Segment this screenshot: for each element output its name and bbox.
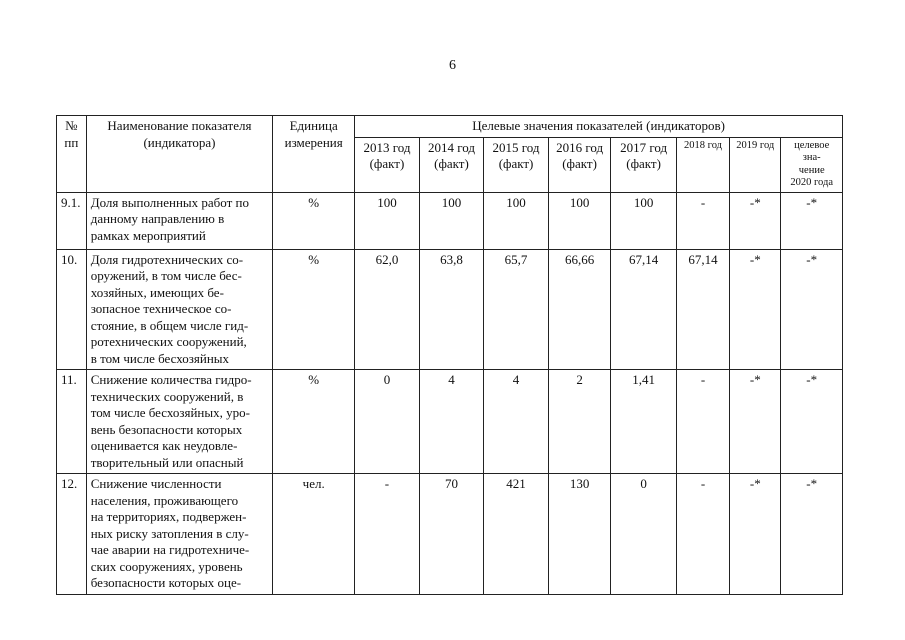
header-unit: Единица измерения	[273, 116, 355, 193]
value-cell: -*	[781, 192, 843, 249]
header-indicator-name: Наименование показателя (индикатора)	[86, 116, 273, 193]
unit-cell: %	[273, 192, 355, 249]
value-cell: 4	[419, 370, 484, 474]
value-cell: 4	[484, 370, 549, 474]
unit-cell: %	[273, 370, 355, 474]
table-row	[57, 249, 843, 370]
value-cell: 421	[484, 474, 549, 595]
value-cell: -*	[730, 192, 781, 249]
row-number: 12.	[57, 474, 87, 595]
value-cell: 67,14	[676, 249, 729, 370]
row-number: 9.1.	[57, 192, 87, 249]
value-cell: 2	[548, 370, 611, 474]
indicator-name: Доля выполненных работ по данному направлению в рамках мероприятий	[86, 192, 273, 249]
value-cell: 100	[355, 192, 420, 249]
indicator-name: Снижение численности населения, проживающего на территориях, подвержен- ных риску затопления в слу- чае аварии на гидротехниче- ских сооружениях, уровень безопасности которых оце-	[86, 474, 273, 595]
value-cell: -*	[730, 370, 781, 474]
value-cell: 130	[548, 474, 611, 595]
header-year-2016: 2016 год (факт)	[548, 137, 611, 192]
indicators-table	[56, 115, 843, 595]
value-cell: -	[676, 370, 729, 474]
value-cell: -*	[730, 474, 781, 595]
value-cell: -	[676, 474, 729, 595]
row-number: 10.	[57, 249, 87, 370]
value-cell: 100	[419, 192, 484, 249]
value-cell: -	[355, 474, 420, 595]
table-row	[57, 192, 843, 249]
header-target-2020: целевое зна- чение 2020 года	[781, 137, 843, 192]
value-cell: 63,8	[419, 249, 484, 370]
value-cell: 100	[611, 192, 677, 249]
header-year-2013: 2013 год (факт)	[355, 137, 420, 192]
value-cell: 1,41	[611, 370, 677, 474]
unit-cell: %	[273, 249, 355, 370]
value-cell: -	[676, 192, 729, 249]
value-cell: 66,66	[548, 249, 611, 370]
table-row	[57, 474, 843, 595]
value-cell: 0	[611, 474, 677, 595]
header-year-2015: 2015 год (факт)	[484, 137, 549, 192]
unit-cell: чел.	[273, 474, 355, 595]
header-num: № пп	[57, 116, 87, 193]
row-number: 11.	[57, 370, 87, 474]
indicator-name: Доля гидротехнических со- оружений, в том числе бес- хозяйных, имеющих бе- зопасное техническое со- стояние, в общем числе гид- ротехнических сооружений, в том числе бесхозяйных	[86, 249, 273, 370]
value-cell: 65,7	[484, 249, 549, 370]
value-cell: 62,0	[355, 249, 420, 370]
value-cell: -*	[781, 370, 843, 474]
header-year-2014: 2014 год (факт)	[419, 137, 484, 192]
value-cell: -*	[781, 474, 843, 595]
value-cell: 100	[548, 192, 611, 249]
indicator-name: Снижение количества гидро- технических сооружений, в том числе бесхозяйных, уро- вень безопасности которых оценивается как неудовле- творительный или опасный	[86, 370, 273, 474]
header-year-2017: 2017 год (факт)	[611, 137, 677, 192]
value-cell: -*	[781, 249, 843, 370]
value-cell: -*	[730, 249, 781, 370]
value-cell: 67,14	[611, 249, 677, 370]
table-row	[57, 370, 843, 474]
header-target-values: Целевые значения показателей (индикаторов)	[355, 116, 843, 138]
header-year-2018: 2018 год	[676, 137, 729, 192]
value-cell: 70	[419, 474, 484, 595]
value-cell: 100	[484, 192, 549, 249]
header-year-2019: 2019 год	[730, 137, 781, 192]
value-cell: 0	[355, 370, 420, 474]
page-number: 6	[449, 58, 456, 73]
